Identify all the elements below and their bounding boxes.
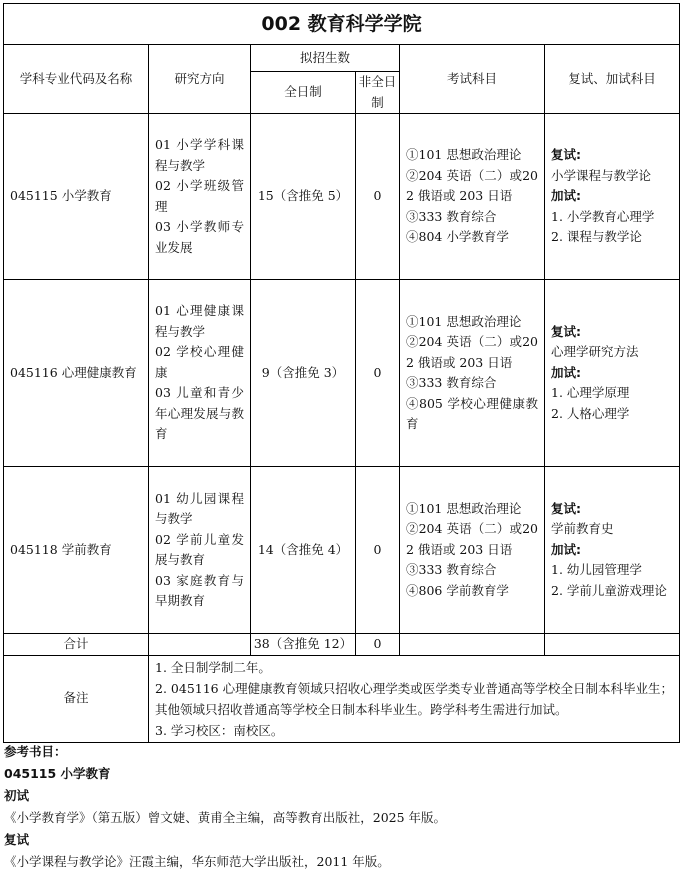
notes-content <box>149 655 680 742</box>
direction-item: 01 幼儿园课程与教学 <box>155 490 244 526</box>
total-empty-cell <box>545 634 680 656</box>
exam-item: ②204 英语（二）或202 俄语或 203 日语 <box>406 334 538 370</box>
initial-exam-book: 《小学教育学》（第五版）曾文婕、黄甫全主编，高等教育出版社，2025 年版。 <box>4 810 447 825</box>
direction-cell <box>149 467 251 634</box>
direction-cell <box>149 280 251 467</box>
note-item: 1. 全日制学制二年。 <box>155 659 271 675</box>
direction-item: 03 家庭教育与早期教育 <box>155 572 244 608</box>
references-heading: 参考书目： <box>4 744 67 759</box>
references-major: 045115 小学教育 <box>4 766 111 781</box>
table-row <box>4 114 680 280</box>
exam-item: ①101 思想政治理论 <box>406 313 522 329</box>
retest-exam-label: 复试 <box>4 832 30 847</box>
note-item: 3. 学习校区：南校区。 <box>155 722 284 738</box>
total-label: 合计 <box>4 634 149 656</box>
retest-subjects <box>545 467 680 634</box>
retest-label: 复试: <box>551 323 581 339</box>
header-exam: 考试科目 <box>400 45 545 114</box>
initial-exam-label: 初试 <box>4 788 30 803</box>
extra-item: 2. 人格心理学 <box>551 405 630 421</box>
retest-item: 学前教育史 <box>551 521 614 537</box>
exam-item: ③333 教育综合 <box>406 208 497 224</box>
full-time-count: 15（含推免 5） <box>251 114 356 280</box>
extra-item: 2. 学前儿童游戏理论 <box>551 582 667 598</box>
notes-label: 备注 <box>4 655 149 742</box>
exam-item: ③333 教育综合 <box>406 562 497 578</box>
retest-exam-book: 《小学课程与教学论》汪霞主编，华东师范大学出版社，2011 年版。 <box>4 854 390 869</box>
exam-subjects <box>400 114 545 280</box>
exam-item: ①101 思想政治理论 <box>406 147 522 163</box>
retest-subjects <box>545 114 680 280</box>
extra-item: 1. 幼儿园管理学 <box>551 562 642 578</box>
total-part-time: 0 <box>356 634 400 656</box>
extra-label: 加试: <box>551 188 581 204</box>
direction-item: 01 心理健康课程与教学 <box>155 303 244 339</box>
exam-item: ③333 教育综合 <box>406 375 497 390</box>
part-time-count: 0 <box>356 114 400 280</box>
total-full-time: 38（含推免 12） <box>251 634 356 656</box>
exam-item: ②204 英语（二）或202 俄语或 203 日语 <box>406 521 538 557</box>
header-enroll: 拟招生数 <box>251 45 400 72</box>
direction-cell <box>149 114 251 280</box>
total-row <box>4 634 680 656</box>
references-section <box>4 741 678 873</box>
major-code-name: 045115 小学教育 <box>4 114 149 280</box>
exam-item: ②204 英语（二）或202 俄语或 203 日语 <box>406 167 538 204</box>
major-code-name: 045118 学前教育 <box>4 467 149 634</box>
direction-item: 03 小学教师专业发展 <box>155 219 244 255</box>
table-row <box>4 280 680 467</box>
exam-subjects <box>400 467 545 634</box>
retest-item: 小学课程与教学论 <box>551 167 652 183</box>
direction-item: 02 学前儿童发展与教育 <box>155 531 244 567</box>
exam-item: ①101 思想政治理论 <box>406 500 522 516</box>
retest-subjects <box>545 280 680 467</box>
enrollment-table <box>3 3 680 743</box>
extra-item: 2. 课程与教学论 <box>551 229 642 245</box>
part-time-count: 0 <box>356 280 400 467</box>
note-item: 2. 045116 心理健康教育领域只招收心理学类或医学类专业普通高等学校全日制本科毕业生；其他领域只招收普通高等学校全日制本科毕业生。跨学科考生需进行加试。 <box>155 680 674 717</box>
exam-item: ④805 学校心理健康教育 <box>406 395 538 431</box>
header-retest: 复试、加试科目 <box>545 45 680 114</box>
notes-row <box>4 655 680 742</box>
extra-item: 1. 小学教育心理学 <box>551 208 655 224</box>
direction-item: 02 小学班级管理 <box>155 178 244 214</box>
direction-item: 03 儿童和青少年心理发展与教育 <box>155 385 244 442</box>
direction-item: 02 学校心理健康 <box>155 344 244 380</box>
retest-label: 复试: <box>551 147 581 163</box>
exam-subjects <box>400 280 545 467</box>
header-full-time: 全日制 <box>251 72 356 114</box>
exam-item: ④804 小学教育学 <box>406 229 509 245</box>
table-row <box>4 467 680 634</box>
extra-item: 1. 心理学原理 <box>551 385 630 401</box>
exam-item: ④806 学前教育学 <box>406 582 509 598</box>
extra-label: 加试: <box>551 364 581 380</box>
full-time-count: 14（含推免 4） <box>251 467 356 634</box>
full-time-count: 9（含推免 3） <box>251 280 356 467</box>
total-empty-cell <box>400 634 545 656</box>
extra-label: 加试: <box>551 541 581 557</box>
total-empty-cell <box>149 634 251 656</box>
part-time-count: 0 <box>356 467 400 634</box>
header-part-time: 非全日制 <box>356 72 400 114</box>
major-code-name: 045116 心理健康教育 <box>4 280 149 467</box>
header-code-name: 学科专业代码及名称 <box>4 45 149 114</box>
retest-label: 复试: <box>551 500 581 516</box>
header-direction: 研究方向 <box>149 45 251 114</box>
direction-item: 01 小学学科课程与教学 <box>155 137 244 173</box>
retest-item: 心理学研究方法 <box>551 344 639 360</box>
page-title: 002 教育科学学院 <box>4 4 680 45</box>
